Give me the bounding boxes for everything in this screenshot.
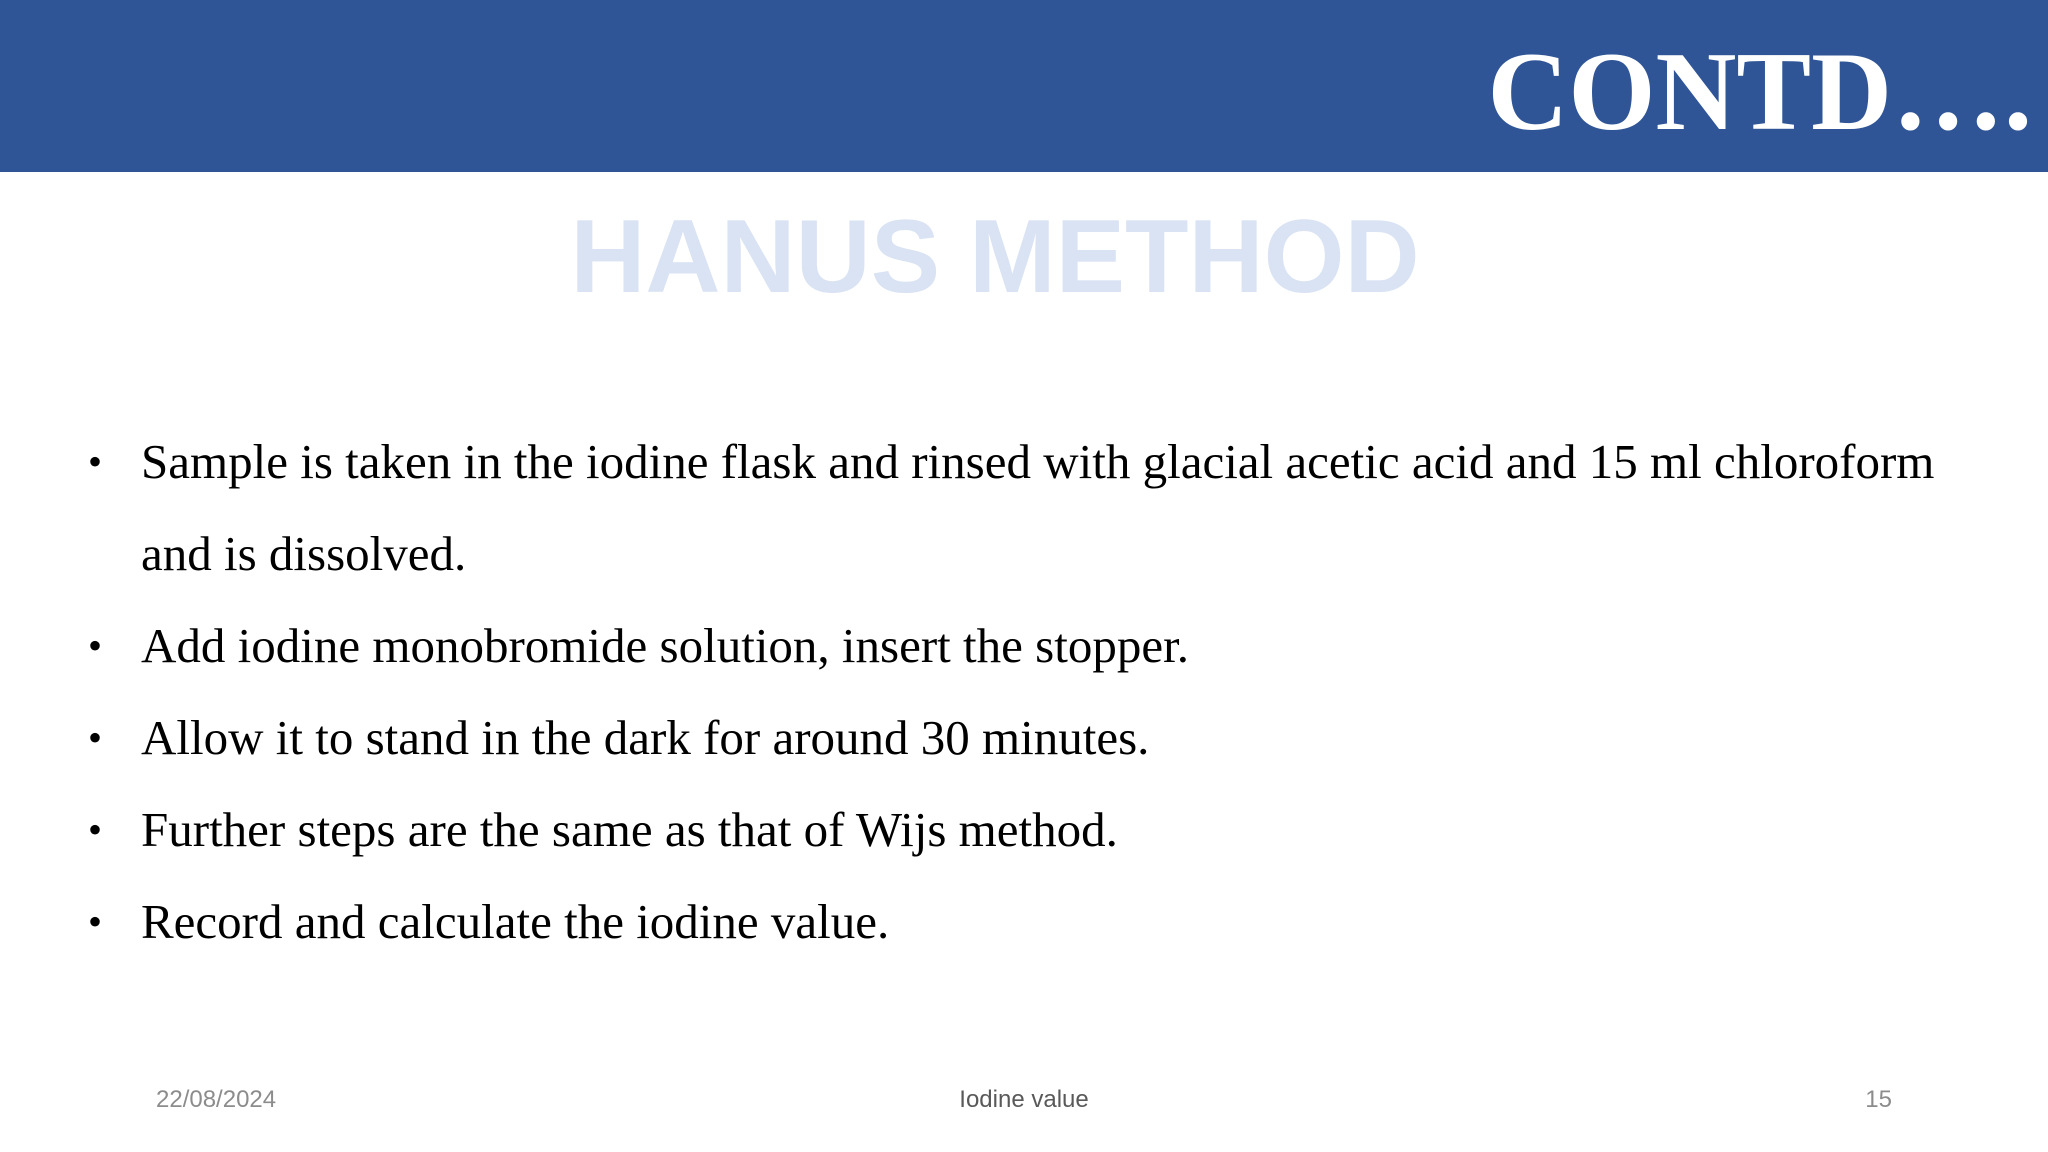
bullet-list bbox=[80, 416, 1940, 968]
bullet-icon: • bbox=[87, 439, 102, 484]
header-band bbox=[0, 0, 2048, 172]
bullet-text: Record and calculate the iodine value. bbox=[141, 894, 890, 949]
slide-title: CONTD…. bbox=[1487, 30, 2032, 154]
bullet-text: Further steps are the same as that of Wijs method. bbox=[141, 802, 1118, 857]
list-item bbox=[80, 600, 1940, 692]
bullet-text: Add iodine monobromide solution, insert the stopper. bbox=[141, 618, 1189, 673]
section-subtitle: HANUS METHOD bbox=[570, 199, 1420, 315]
bullet-icon: • bbox=[87, 715, 102, 760]
footer-title: Iodine value bbox=[959, 1086, 1089, 1113]
bullet-icon: • bbox=[87, 807, 102, 852]
list-item bbox=[80, 876, 1940, 968]
list-item bbox=[80, 784, 1940, 876]
bullet-text: Sample is taken in the iodine flask and rinsed with glacial acetic acid and 15 ml chloroform and is dissolved. bbox=[141, 434, 1935, 581]
bullet-text: Allow it to stand in the dark for around 30 minutes. bbox=[141, 710, 1150, 765]
footer-page-number: 15 bbox=[1865, 1086, 1892, 1113]
footer-date: 22/08/2024 bbox=[156, 1086, 277, 1113]
bullet-icon: • bbox=[87, 623, 102, 668]
list-item bbox=[80, 416, 1940, 600]
bullet-icon: • bbox=[87, 899, 102, 944]
list-item bbox=[80, 692, 1940, 784]
